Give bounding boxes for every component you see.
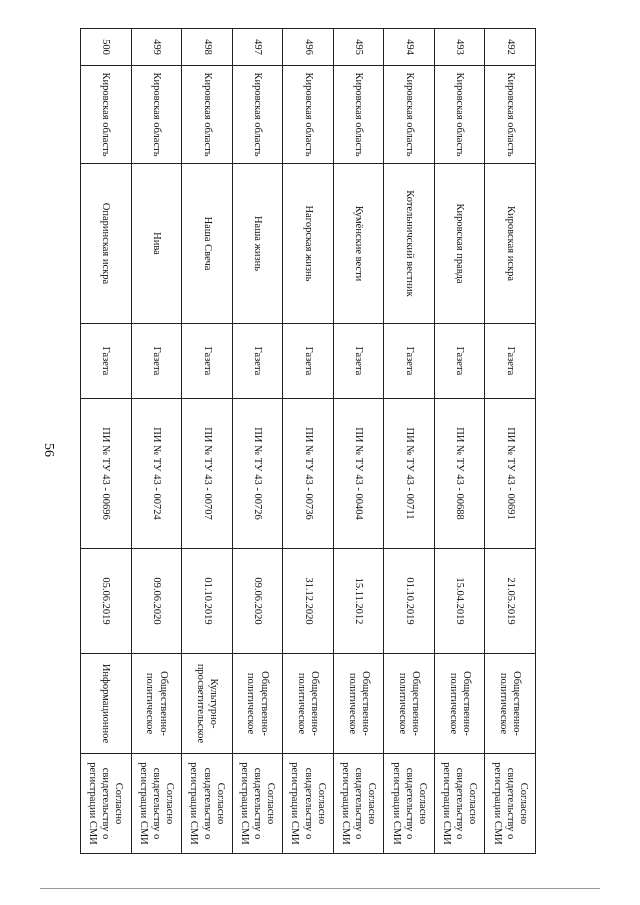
- registration-number-cell: ПИ № ТУ 43 - 00736: [283, 399, 334, 549]
- registration-number-cell: ПИ № ТУ 43 - 00688: [434, 399, 485, 549]
- registration-date-cell: 05.06.2019: [81, 549, 132, 654]
- specialization-cell: Общественно-политическое: [131, 654, 182, 754]
- registration-date-cell: 21.05.2019: [485, 549, 536, 654]
- registration-number-cell: ПИ № ТУ 43 - 00726: [232, 399, 283, 549]
- media-form-cell: Газета: [434, 324, 485, 399]
- territory-cell: Согласно свидетельству о регистрации СМИ: [333, 754, 384, 854]
- table-row: [182, 29, 233, 854]
- row-number: 495: [333, 29, 384, 66]
- media-title-cell: Наша жизнь: [232, 164, 283, 324]
- registration-date-cell: 15.11.2012: [333, 549, 384, 654]
- registration-date-cell: 09.06.2020: [232, 549, 283, 654]
- registration-number-cell: ПИ № ТУ 43 - 00711: [384, 399, 435, 549]
- row-number: 498: [182, 29, 233, 66]
- media-title-cell: Кировская искра: [485, 164, 536, 324]
- region-cell: Кировская область: [434, 66, 485, 164]
- table-row: [384, 29, 435, 854]
- specialization-cell: Общественно-политическое: [333, 654, 384, 754]
- media-title-cell: Котельничский вестник: [384, 164, 435, 324]
- region-cell: Кировская область: [232, 66, 283, 164]
- media-form-cell: Газета: [384, 324, 435, 399]
- registration-number-cell: ПИ № ТУ 43 - 00691: [485, 399, 536, 549]
- table-row: [485, 29, 536, 854]
- row-number: 496: [283, 29, 334, 66]
- territory-cell: Согласно свидетельству о регистрации СМИ: [434, 754, 485, 854]
- specialization-cell: Общественно-политическое: [283, 654, 334, 754]
- media-form-cell: Газета: [232, 324, 283, 399]
- media-form-cell: Газета: [182, 324, 233, 399]
- table-row: [232, 29, 283, 854]
- region-cell: Кировская область: [131, 66, 182, 164]
- region-cell: Кировская область: [182, 66, 233, 164]
- row-number: 494: [384, 29, 435, 66]
- table-row: [81, 29, 132, 854]
- region-cell: Кировская область: [333, 66, 384, 164]
- media-form-cell: Газета: [333, 324, 384, 399]
- registration-number-cell: ПИ № ТУ 43 - 00724: [131, 399, 182, 549]
- media-form-cell: Газета: [131, 324, 182, 399]
- registration-date-cell: 31.12.2020: [283, 549, 334, 654]
- territory-cell: Согласно свидетельству о регистрации СМИ: [384, 754, 435, 854]
- table-row: [283, 29, 334, 854]
- registration-date-cell: 09.06.2020: [131, 549, 182, 654]
- specialization-cell: Информационное: [81, 654, 132, 754]
- registration-date-cell: 01.10.2019: [182, 549, 233, 654]
- table-row: [434, 29, 485, 854]
- territory-cell: Согласно свидетельству о регистрации СМИ: [182, 754, 233, 854]
- media-title-cell: Кировская правда: [434, 164, 485, 324]
- media-title-cell: Наша Свеча: [182, 164, 233, 324]
- territory-cell: Согласно свидетельству о регистрации СМИ: [131, 754, 182, 854]
- region-cell: Кировская область: [81, 66, 132, 164]
- media-form-cell: Газета: [81, 324, 132, 399]
- media-registry-table: [80, 28, 536, 854]
- registration-number-cell: ПИ № ТУ 43 - 00696: [81, 399, 132, 549]
- registration-number-cell: ПИ № ТУ 43 - 00404: [333, 399, 384, 549]
- media-form-cell: Газета: [283, 324, 334, 399]
- region-cell: Кировская область: [485, 66, 536, 164]
- specialization-cell: Общественно-политическое: [232, 654, 283, 754]
- registry-table-container: [80, 28, 536, 853]
- media-title-cell: Нива: [131, 164, 182, 324]
- region-cell: Кировская область: [283, 66, 334, 164]
- registration-number-cell: ПИ № ТУ 43 - 00707: [182, 399, 233, 549]
- specialization-cell: Общественно-политическое: [434, 654, 485, 754]
- row-number: 500: [81, 29, 132, 66]
- territory-cell: Согласно свидетельству о регистрации СМИ: [485, 754, 536, 854]
- row-number: 497: [232, 29, 283, 66]
- registration-date-cell: 15.04.2019: [434, 549, 485, 654]
- page-bottom-rule: [40, 888, 600, 889]
- specialization-cell: Общественно-политическое: [384, 654, 435, 754]
- page-number: 56: [41, 443, 56, 457]
- table-row: [131, 29, 182, 854]
- specialization-cell: Общественно-политическое: [485, 654, 536, 754]
- territory-cell: Согласно свидетельству о регистрации СМИ: [232, 754, 283, 854]
- territory-cell: Согласно свидетельству о регистрации СМИ: [81, 754, 132, 854]
- media-title-cell: Кумёнские вести: [333, 164, 384, 324]
- territory-cell: Согласно свидетельству о регистрации СМИ: [283, 754, 334, 854]
- row-number: 492: [485, 29, 536, 66]
- registration-date-cell: 01.10.2019: [384, 549, 435, 654]
- specialization-cell: Культурно-просветительское: [182, 654, 233, 754]
- media-title-cell: Опаринская искра: [81, 164, 132, 324]
- media-title-cell: Нагорская жизнь: [283, 164, 334, 324]
- region-cell: Кировская область: [384, 66, 435, 164]
- media-form-cell: Газета: [485, 324, 536, 399]
- row-number: 493: [434, 29, 485, 66]
- table-row: [333, 29, 384, 854]
- row-number: 499: [131, 29, 182, 66]
